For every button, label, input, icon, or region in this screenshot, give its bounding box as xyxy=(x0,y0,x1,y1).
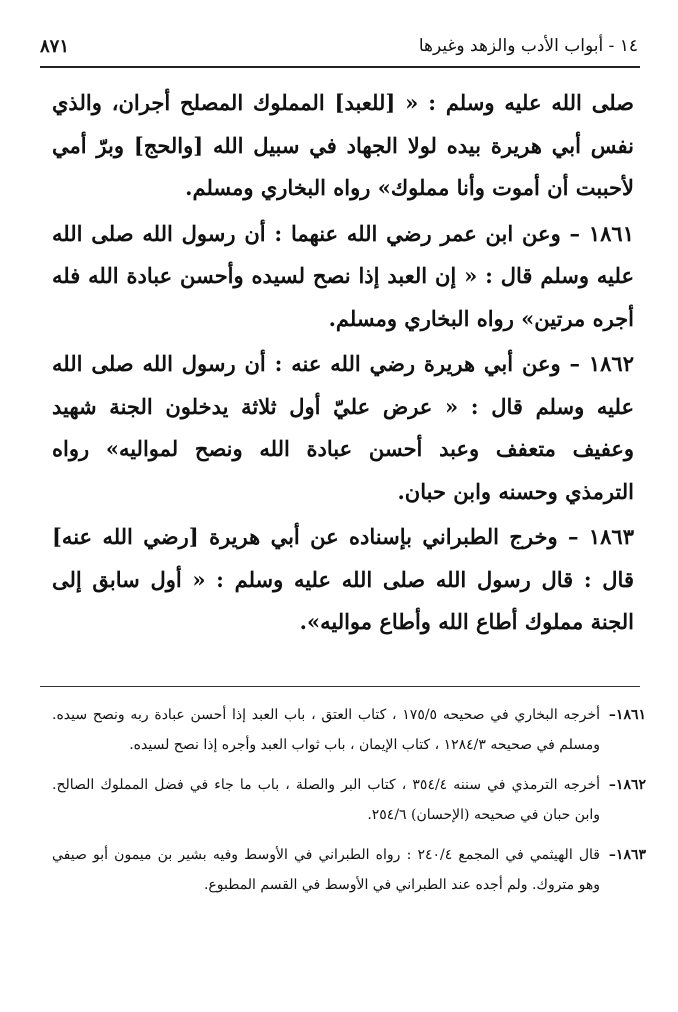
footnote-1863 xyxy=(52,840,646,900)
main-text xyxy=(52,82,634,647)
paragraph-text: – وخرج الطبراني بإسناده عن أبي هريرة [رضي الله عنه] قال : قال رسول الله صلى الله عليه وسلم : « أول سابق إلى الجنة مملوك أطاع الله وأطاع مواليه». xyxy=(52,524,634,634)
footnotes xyxy=(52,700,646,910)
hadith-1862 xyxy=(52,343,634,513)
footnote-1861 xyxy=(52,700,646,760)
paragraph-text: – وعن أبي هريرة رضي الله عنه : أن رسول الله صلى الله عليه وسلم قال : « عرض عليّ أول ثلاثة يدخلون الجنة شهيد وعفيف متعفف وعبد أحسن عبادة الله ونصح لمواليه» رواه الترمذي وحسنه وابن حبان. xyxy=(52,351,634,504)
page-header xyxy=(40,30,638,62)
hadith-1863 xyxy=(52,516,634,644)
page-number: ٨٧١ xyxy=(40,35,70,57)
hadith-number: ١٨٦٢ xyxy=(588,351,634,376)
running-title: ١٤ - أبواب الأدب والزهد وغيرها xyxy=(418,36,638,56)
footnote-text: قال الهيثمي في المجمع ٢٤٠/٤ : رواه الطبراني في الأوسط وفيه بشير بن ميمون أبو صيفي وهو متروك. ولم أجده عند الطبراني في الأوسط في القسم المطبوع. xyxy=(52,847,600,893)
footnote-number: ١٨٦٣– xyxy=(608,847,646,863)
hadith-number: ١٨٦٣ xyxy=(588,524,634,549)
footnote-text: أخرجه الترمذي في سننه ٣٥٤/٤ ، كتاب البر والصلة ، باب ما جاء في فضل المملوك الصالح. وابن حبان في صحيحه (الإحسان) ٢٥٤/٦. xyxy=(52,777,601,823)
footnote-number: ١٨٦١– xyxy=(608,707,646,723)
footnote-number: ١٨٦٢– xyxy=(608,777,646,793)
paragraph-text: صلى الله عليه وسلم : « [للعبد] المملوك المصلح أجران، والذي نفس أبي هريرة بيده لولا الجهاد في سبيل الله [والحج] وبرّ أمي لأحببت أن أموت وأنا مملوك» رواه البخاري ومسلم. xyxy=(52,90,634,200)
hadith-1861 xyxy=(52,213,634,341)
footnote-text: أخرجه البخاري في صحيحه ١٧٥/٥ ، كتاب العتق ، باب العبد إذا أحسن عبادة ربه ونصح سيده. ومسلم في صحيحه ١٢٨٤/٣ ، كتاب الإيمان ، باب ثواب العبد وأجره إذا نصح لسيده. xyxy=(52,707,600,753)
hadith-continuation xyxy=(52,82,634,210)
hadith-number: ١٨٦١ xyxy=(588,220,634,246)
footnote-1862 xyxy=(52,770,646,830)
footnote-divider xyxy=(40,686,640,687)
paragraph-text: – وعن ابن عمر رضي الله عنهما : أن رسول الله صلى الله عليه وسلم قال : « إن العبد إذا نصح لسيده وأحسن عبادة الله فله أجره مرتين» رواه البخاري ومسلم. xyxy=(52,220,634,331)
header-divider xyxy=(40,66,640,68)
